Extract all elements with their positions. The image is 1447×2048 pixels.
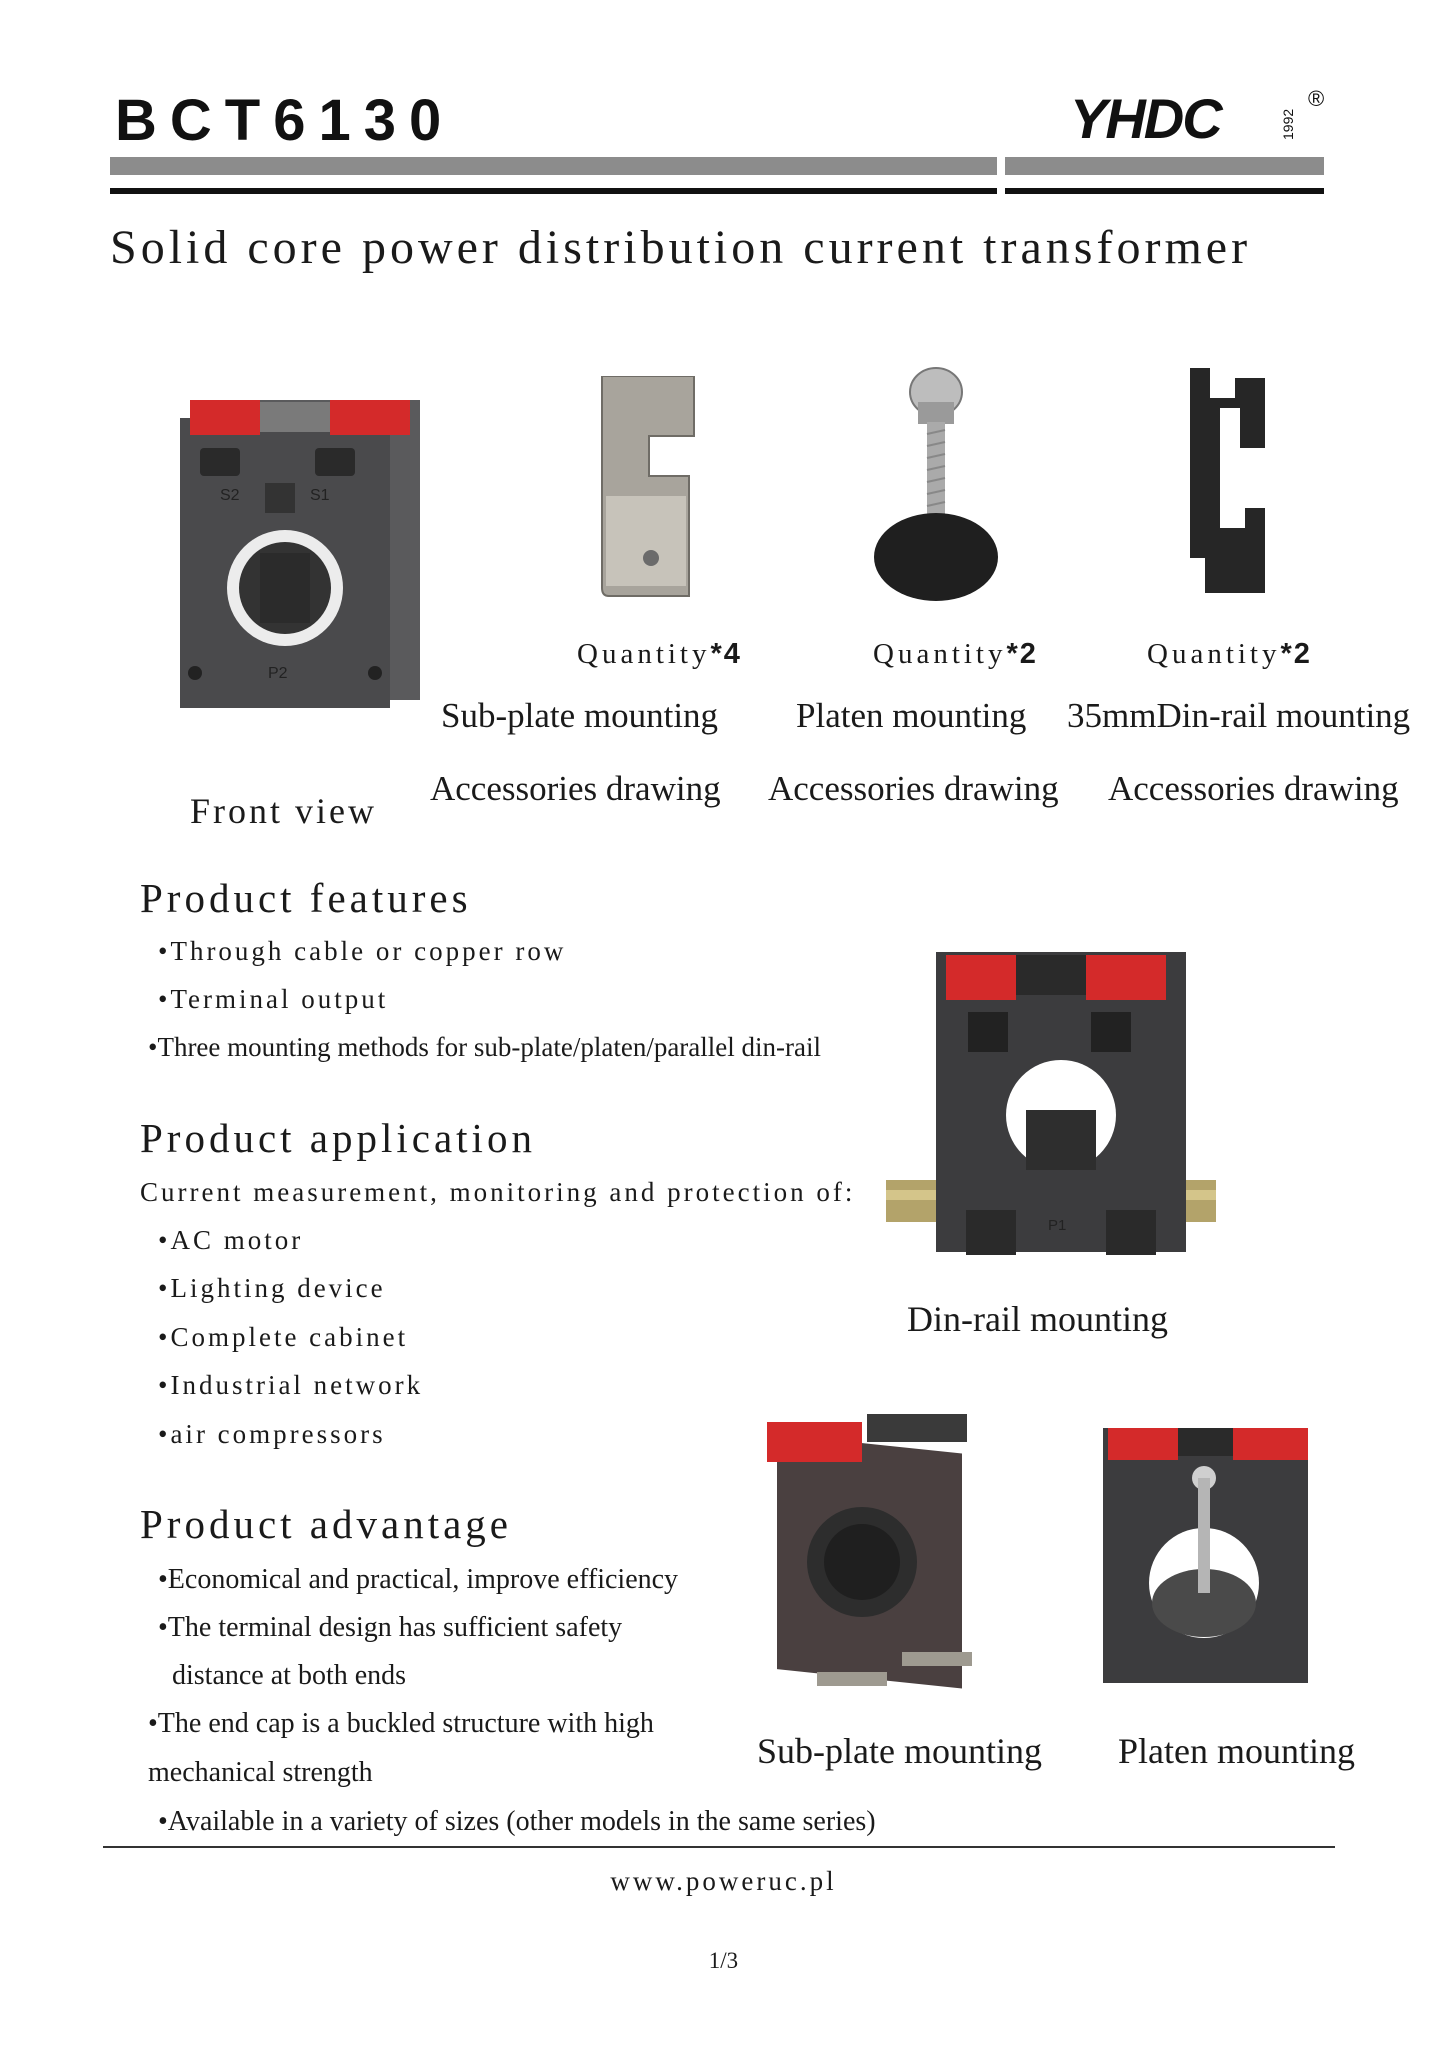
advantage-item: distance at both ends bbox=[172, 1660, 407, 1691]
features-heading: Product features bbox=[140, 875, 472, 921]
brand-logo-text: YHDC bbox=[1070, 88, 1221, 146]
header-rule-black-right bbox=[1005, 188, 1324, 194]
footer-rule bbox=[103, 1846, 1335, 1848]
svg-text:P2: P2 bbox=[268, 665, 288, 682]
sub-plate-mounting-image bbox=[757, 1402, 987, 1702]
accessory-name-platen: Platen mounting bbox=[796, 696, 1027, 735]
application-item: •air compressors bbox=[158, 1419, 386, 1449]
application-item: •Industrial network bbox=[158, 1370, 424, 1400]
advantage-heading: Product advantage bbox=[140, 1501, 512, 1547]
svg-text:S1: S1 bbox=[310, 487, 330, 504]
svg-text:®: ® bbox=[1308, 88, 1325, 111]
advantage-item: •The end cap is a buckled structure with high bbox=[148, 1708, 654, 1739]
application-item: •AC motor bbox=[158, 1225, 304, 1255]
platen-mounting-caption: Platen mounting bbox=[1118, 1731, 1355, 1771]
svg-text:S2: S2 bbox=[220, 487, 240, 504]
din-rail-mounting-image bbox=[886, 940, 1216, 1265]
front-view-caption: Front view bbox=[190, 791, 377, 831]
feature-item: •Terminal output bbox=[158, 984, 389, 1014]
platen-bolt-image bbox=[872, 362, 1002, 612]
feature-item: •Through cable or copper row bbox=[158, 936, 567, 966]
header-rule-black-left bbox=[110, 188, 997, 194]
application-item: •Lighting device bbox=[158, 1273, 386, 1303]
header-rule-grey-left bbox=[110, 157, 997, 175]
svg-text:P1: P1 bbox=[1048, 1217, 1067, 1234]
accessory-name-din-rail: 35mmDin-rail mounting bbox=[1067, 696, 1411, 735]
document-title: Solid core power distribution current transformer bbox=[110, 221, 1252, 274]
accessory-quantity-din-rail: Quantity*2 bbox=[1147, 638, 1312, 670]
application-heading: Product application bbox=[140, 1115, 536, 1161]
platen-mounting-image bbox=[1098, 1418, 1313, 1688]
header-rule-grey-right bbox=[1005, 157, 1324, 175]
application-item: •Complete cabinet bbox=[158, 1322, 409, 1352]
advantage-item: •Available in a variety of sizes (other models in the same series) bbox=[158, 1806, 876, 1837]
brand-logo bbox=[1068, 88, 1328, 146]
accessory-caption-din-rail: Accessories drawing bbox=[1108, 769, 1399, 808]
accessory-caption-sub-plate: Accessories drawing bbox=[430, 769, 721, 808]
model-number: BCT6130 bbox=[115, 88, 455, 153]
front-view-image bbox=[170, 388, 425, 718]
accessory-name-sub-plate: Sub-plate mounting bbox=[441, 696, 719, 735]
din-rail-mounting-caption: Din-rail mounting bbox=[907, 1299, 1168, 1339]
footer-url[interactable]: www.poweruc.pl bbox=[610, 1866, 837, 1896]
page-number: 1/3 bbox=[708, 1948, 739, 1973]
advantage-item: •Economical and practical, improve efficiency bbox=[158, 1564, 679, 1595]
svg-text:1992: 1992 bbox=[1280, 108, 1296, 140]
feature-item: •Three mounting methods for sub-plate/platen/parallel din-rail bbox=[148, 1032, 821, 1062]
sub-plate-bracket-image bbox=[594, 376, 704, 601]
accessory-quantity-sub-plate: Quantity*4 bbox=[577, 638, 742, 670]
accessory-caption-platen: Accessories drawing bbox=[768, 769, 1059, 808]
accessory-quantity-platen: Quantity*2 bbox=[873, 638, 1038, 670]
advantage-item: •The terminal design has sufficient safety bbox=[158, 1612, 623, 1643]
din-rail-clip-image bbox=[1180, 368, 1275, 598]
advantage-item: mechanical strength bbox=[148, 1757, 373, 1788]
sub-plate-mounting-caption: Sub-plate mounting bbox=[757, 1731, 1042, 1771]
application-intro: Current measurement, monitoring and protection of: bbox=[140, 1177, 856, 1207]
